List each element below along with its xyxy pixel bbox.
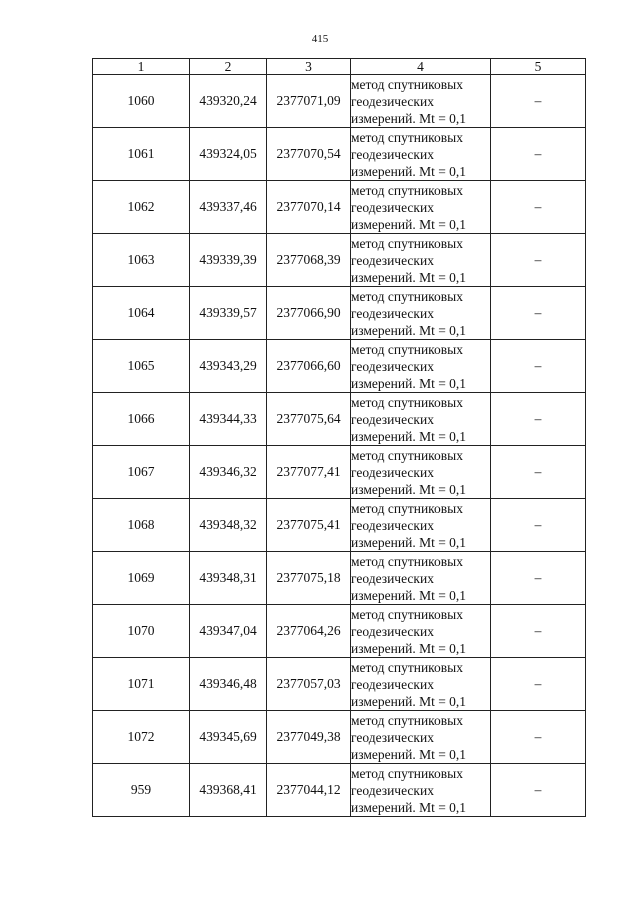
column-header-5: 5 (491, 59, 586, 75)
point-number-cell: 1072 (93, 711, 190, 764)
method-line: геодезических (351, 517, 434, 533)
point-number-cell: 1062 (93, 181, 190, 234)
note-cell: – (491, 340, 586, 393)
point-number-cell: 1068 (93, 499, 190, 552)
method-line: метод спутниковых (351, 606, 463, 622)
point-number-cell: 1070 (93, 605, 190, 658)
coordinate-x-cell: 439344,33 (190, 393, 267, 446)
note-cell: – (491, 446, 586, 499)
method-line: измерений. Mt = 0,1 (351, 799, 467, 815)
method-cell (351, 499, 491, 552)
table-row (93, 711, 586, 764)
method-line: геодезических (351, 146, 434, 162)
method-line: геодезических (351, 305, 434, 321)
method-line: метод спутниковых (351, 129, 463, 145)
method-line: метод спутниковых (351, 765, 463, 781)
note-cell: – (491, 234, 586, 287)
coordinate-x-cell: 439368,41 (190, 764, 267, 817)
method-line: метод спутниковых (351, 76, 463, 92)
coordinate-y-cell: 2377077,41 (267, 446, 351, 499)
method-cell (351, 658, 491, 711)
method-cell (351, 711, 491, 764)
coordinate-y-cell: 2377075,64 (267, 393, 351, 446)
method-line: геодезических (351, 782, 434, 798)
coordinate-x-cell: 439320,24 (190, 75, 267, 128)
method-cell (351, 234, 491, 287)
method-line: геодезических (351, 729, 434, 745)
method-line: измерений. Mt = 0,1 (351, 375, 467, 391)
method-cell (351, 393, 491, 446)
coordinate-y-cell: 2377044,12 (267, 764, 351, 817)
coordinate-x-cell: 439339,57 (190, 287, 267, 340)
coordinate-x-cell: 439346,48 (190, 658, 267, 711)
method-line: измерений. Mt = 0,1 (351, 640, 467, 656)
method-line: измерений. Mt = 0,1 (351, 322, 467, 338)
note-cell: – (491, 128, 586, 181)
method-line: измерений. Mt = 0,1 (351, 534, 467, 550)
coordinate-y-cell: 2377068,39 (267, 234, 351, 287)
note-cell: – (491, 181, 586, 234)
method-line: измерений. Mt = 0,1 (351, 163, 467, 179)
coordinate-x-cell: 439339,39 (190, 234, 267, 287)
point-number-cell: 1061 (93, 128, 190, 181)
point-number-cell: 1063 (93, 234, 190, 287)
table-row (93, 764, 586, 817)
point-number-cell: 1066 (93, 393, 190, 446)
method-cell (351, 340, 491, 393)
point-number-cell: 1065 (93, 340, 190, 393)
method-line: измерений. Mt = 0,1 (351, 481, 467, 497)
note-cell: – (491, 711, 586, 764)
method-line: метод спутниковых (351, 235, 463, 251)
point-number-cell: 959 (93, 764, 190, 817)
coordinates-table (92, 58, 586, 817)
point-number-cell: 1067 (93, 446, 190, 499)
table-row (93, 552, 586, 605)
table-row (93, 340, 586, 393)
method-cell (351, 764, 491, 817)
table-row (93, 234, 586, 287)
method-cell (351, 446, 491, 499)
column-header-2: 2 (190, 59, 267, 75)
point-number-cell: 1069 (93, 552, 190, 605)
column-header-4: 4 (351, 59, 491, 75)
coordinate-x-cell: 439348,31 (190, 552, 267, 605)
method-line: геодезических (351, 570, 434, 586)
coordinate-y-cell: 2377066,60 (267, 340, 351, 393)
method-line: измерений. Mt = 0,1 (351, 587, 467, 603)
method-cell (351, 287, 491, 340)
method-line: геодезических (351, 199, 434, 215)
method-cell (351, 552, 491, 605)
method-line: метод спутниковых (351, 553, 463, 569)
coordinate-y-cell: 2377075,18 (267, 552, 351, 605)
method-line: метод спутниковых (351, 500, 463, 516)
method-line: метод спутниковых (351, 712, 463, 728)
table-row (93, 181, 586, 234)
method-line: геодезических (351, 252, 434, 268)
method-line: измерений. Mt = 0,1 (351, 693, 467, 709)
coordinate-x-cell: 439345,69 (190, 711, 267, 764)
table-row (93, 287, 586, 340)
point-number-cell: 1060 (93, 75, 190, 128)
note-cell: – (491, 499, 586, 552)
coordinate-y-cell: 2377049,38 (267, 711, 351, 764)
method-cell (351, 605, 491, 658)
method-cell (351, 128, 491, 181)
table-row (93, 128, 586, 181)
table-header-row (93, 59, 586, 75)
note-cell: – (491, 764, 586, 817)
method-line: метод спутниковых (351, 447, 463, 463)
method-line: геодезических (351, 464, 434, 480)
method-line: геодезических (351, 358, 434, 374)
table-row (93, 446, 586, 499)
column-header-1: 1 (93, 59, 190, 75)
coordinate-x-cell: 439343,29 (190, 340, 267, 393)
coordinate-x-cell: 439346,32 (190, 446, 267, 499)
column-header-3: 3 (267, 59, 351, 75)
coordinate-x-cell: 439337,46 (190, 181, 267, 234)
method-line: метод спутниковых (351, 288, 463, 304)
point-number-cell: 1064 (93, 287, 190, 340)
method-line: геодезических (351, 411, 434, 427)
method-line: метод спутниковых (351, 182, 463, 198)
method-line: измерений. Mt = 0,1 (351, 110, 467, 126)
table-row (93, 499, 586, 552)
note-cell: – (491, 393, 586, 446)
table-row (93, 658, 586, 711)
method-cell (351, 181, 491, 234)
method-line: геодезических (351, 93, 434, 109)
coordinate-x-cell: 439348,32 (190, 499, 267, 552)
note-cell: – (491, 552, 586, 605)
coordinate-x-cell: 439347,04 (190, 605, 267, 658)
method-line: измерений. Mt = 0,1 (351, 746, 467, 762)
method-line: метод спутниковых (351, 659, 463, 675)
method-line: измерений. Mt = 0,1 (351, 269, 467, 285)
coordinate-y-cell: 2377057,03 (267, 658, 351, 711)
coordinate-y-cell: 2377070,14 (267, 181, 351, 234)
coordinate-y-cell: 2377066,90 (267, 287, 351, 340)
coordinate-x-cell: 439324,05 (190, 128, 267, 181)
method-line: метод спутниковых (351, 394, 463, 410)
coordinate-y-cell: 2377070,54 (267, 128, 351, 181)
method-line: геодезических (351, 676, 434, 692)
point-number-cell: 1071 (93, 658, 190, 711)
table-body (93, 75, 586, 817)
coordinate-y-cell: 2377064,26 (267, 605, 351, 658)
note-cell: – (491, 658, 586, 711)
method-line: измерений. Mt = 0,1 (351, 428, 467, 444)
method-cell (351, 75, 491, 128)
method-line: геодезических (351, 623, 434, 639)
table-row (93, 605, 586, 658)
note-cell: – (491, 75, 586, 128)
note-cell: – (491, 605, 586, 658)
table-row (93, 75, 586, 128)
method-line: измерений. Mt = 0,1 (351, 216, 467, 232)
coordinate-y-cell: 2377071,09 (267, 75, 351, 128)
table-row (93, 393, 586, 446)
coordinate-y-cell: 2377075,41 (267, 499, 351, 552)
method-line: метод спутниковых (351, 341, 463, 357)
note-cell: – (491, 287, 586, 340)
page-number: 415 (311, 33, 329, 45)
